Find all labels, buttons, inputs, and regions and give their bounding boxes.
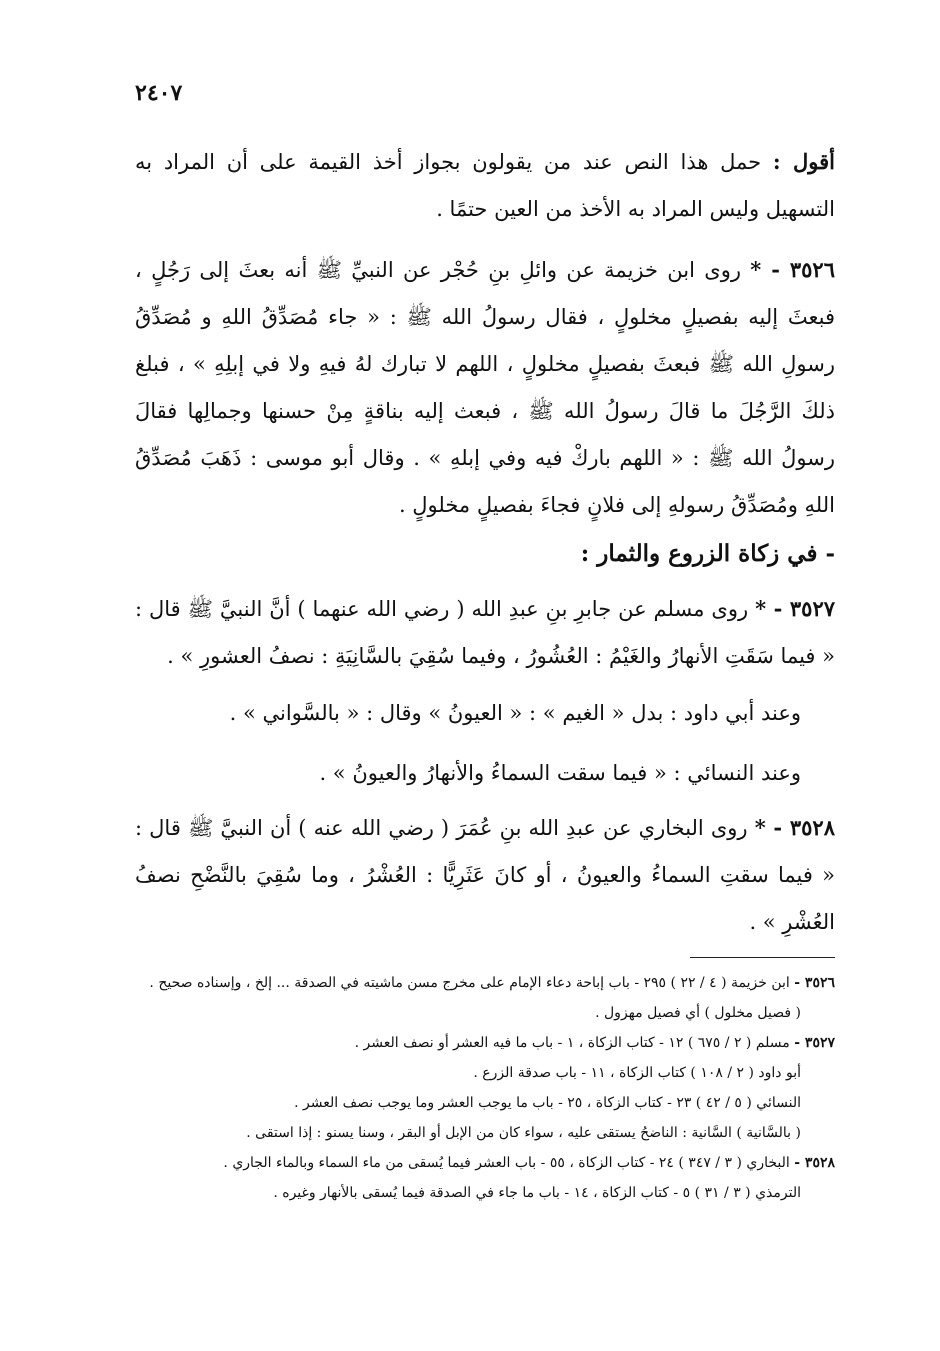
hadith-number: ٣٥٢٦ - * xyxy=(750,257,835,282)
paragraph-lead: أقول : xyxy=(772,149,835,174)
footnote-text: ابن خزيمة ( ٤ / ٢٢ ) ٢٩٥ - باب إباحة دعاء الإمام على مخرج مسن ماشيته في الصدقة ... إلخ ، وإسناده صحيح . xyxy=(149,975,790,991)
hadith-3527-nasai: وعند النسائي : « فيما سقت السماءُ والأنهارُ والعيونُ » . xyxy=(319,761,801,785)
footnote-3526 xyxy=(135,968,835,998)
footnote-text: مسلم ( ٢ / ٦٧٥ ) ١٢ - كتاب الزكاة ، ١ - باب ما فيه العشر أو نصف العشر . xyxy=(354,1035,790,1051)
footnote-number: ٣٥٢٨ - xyxy=(794,1155,835,1171)
footnote-text: البخاري ( ٣ / ٣٤٧ ) ٢٤ - كتاب الزكاة ، ٥٥ - باب العشر فيما يُسقى من ماء السماء وبالماء الجاري . xyxy=(223,1155,790,1171)
hadith-3526 xyxy=(135,246,835,529)
footnote-3527-gloss: ( بالسَّانية ) السَّانية : الناضحُ يستقى عليه ، سواء كان من الإبل أو البقر ، وسنا يسنو : إذا استقى . xyxy=(246,1125,801,1141)
hadith-number: ٣٥٢٧ - * xyxy=(755,596,836,621)
page-number: ٢٤٠٧ xyxy=(135,80,183,106)
footnote-3528-tirmidhi: الترمذي ( ٣ / ٣١ ) ٥ - كتاب الزكاة ، ١٤ - باب ما جاء في الصدقة فيما يُسقى بالأنهار وغيره . xyxy=(273,1185,801,1201)
footnote-number: ٣٥٢٧ - xyxy=(794,1035,835,1051)
footnote-3526-gloss: ( فصيل مخلول ) أي فصيل مهزول . xyxy=(595,1005,801,1021)
hadith-text: روى البخاري عن عبدِ الله بنِ عُمَرَ ( رضي الله عنه ) أن النبيَّ ﷺ قال : « فيما سقتِ السماءُ والعيونُ ، أو كانَ عَثَرِيًّا : العُشْرُ ، وما سُقِيَ بالنَّضْحِ نصفُ العُشْرِ » . xyxy=(135,816,835,934)
paragraph-aqwal xyxy=(135,138,835,233)
footnote-3527 xyxy=(135,1028,835,1058)
footnote-3527-abu-dawud: أبو داود ( ٢ / ١٠٨ ) كتاب الزكاة ، ١١ - باب صدقة الزرع . xyxy=(473,1065,801,1081)
footnote-3528 xyxy=(135,1148,835,1178)
section-heading: - في زكاة الزروع والثمار : xyxy=(580,540,835,567)
footnotes xyxy=(135,968,835,1208)
paragraph-text: حمل هذا النص عند من يقولون بجواز أخذ القيمة على أن المراد به التسهيل وليس المراد به الأخذ من العين حتمًا . xyxy=(135,150,835,221)
hadith-3528 xyxy=(135,804,835,946)
hadith-number: ٣٥٢٨ - * xyxy=(754,815,835,840)
footnote-3527-nasai: النسائي ( ٥ / ٤٢ ) ٢٣ - كتاب الزكاة ، ٢٥ - باب ما يوجب العشر وما يوجب نصف العشر . xyxy=(294,1095,801,1111)
hadith-3527-abu-dawud: وعند أبي داود : بدل « الغيم » : « العيونُ » وقال : « بالسَّواني » . xyxy=(229,701,801,725)
footnote-divider xyxy=(690,957,835,958)
hadith-text: روى مسلم عن جابرِ بنِ عبدِ الله ( رضي الله عنهما ) أنَّ النبيَّ ﷺ قال : « فيما سَقَتِ الأنهارُ والغَيْمُ : العُشُورُ ، وفيما سُقِيَ بالسَّانِيَةِ : نصفُ العشورِ » . xyxy=(135,597,835,668)
hadith-3527 xyxy=(135,585,835,680)
footnote-number: ٣٥٢٦ - xyxy=(794,975,835,991)
hadith-text: روى ابن خزيمة عن وائلِ بنِ حُجْر عن النبيِّ ﷺ أنه بعثَ إلى رَجُلٍ ، فبعثَ إليه بفصيلٍ مخلولٍ ، فقال رسولُ الله ﷺ : « جاء مُصَدِّقُ اللهِ و مُصَدِّقُ رسولِ الله ﷺ فبعثَ بفصيلٍ مخلولٍ ، اللهم لا تبارك لهُ فيهِ ولا في إبلِهِ » ، فبلغ ذلكَ الرَّجُلَ ما قالَ رسولُ الله ﷺ ، فبعث إليه بناقةٍ مِنْ حسنها وجمالِها فقالَ رسولُ الله ﷺ : « اللهم باركْ فيه وفي إبلهِ » . وقال أبو موسى : ذَهَبَ مُصَدِّقُ اللهِ ومُصَدِّقُ رسولهِ إلى فلانٍ فجاءَ بفصيلٍ مخلولٍ . xyxy=(135,258,835,517)
